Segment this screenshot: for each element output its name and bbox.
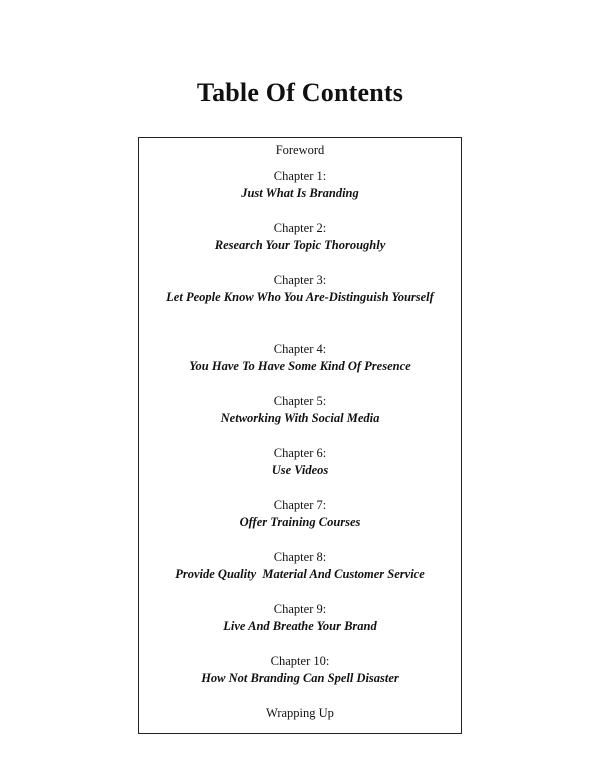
chapter-title: How Not Branding Can Spell Disaster — [201, 671, 399, 685]
toc-chapter-4[interactable] — [139, 341, 461, 375]
chapter-number: Chapter 6: — [273, 446, 327, 460]
chapter-number: Chapter 7: — [273, 498, 327, 512]
toc-chapter-8[interactable] — [139, 549, 461, 583]
chapter-title: Use Videos — [271, 463, 329, 477]
toc-chapter-7[interactable] — [139, 497, 461, 531]
chapter-number: Chapter 9: — [273, 602, 327, 616]
chapter-number: Chapter 8: — [273, 550, 327, 564]
chapter-title: Offer Training Courses — [239, 515, 361, 529]
chapter-title: Networking With Social Media — [220, 411, 380, 425]
chapter-title: Just What Is Branding — [241, 186, 359, 200]
toc-chapter-5[interactable] — [139, 393, 461, 427]
chapter-title: Provide Quality Material And Customer Service — [175, 567, 425, 581]
page-title: Table Of Contents — [196, 78, 404, 107]
chapter-number: Chapter 4: — [273, 342, 327, 356]
chapter-title: Live And Breathe Your Brand — [223, 619, 377, 633]
chapter-number: Chapter 3: — [273, 273, 327, 287]
toc-chapter-1[interactable] — [139, 168, 461, 202]
chapter-number: Chapter 10: — [270, 654, 330, 668]
chapter-number: Chapter 5: — [273, 394, 327, 408]
chapter-title: You Have To Have Some Kind Of Presence — [189, 359, 411, 373]
toc-chapter-3[interactable] — [139, 272, 461, 306]
table-of-contents-box — [138, 137, 462, 734]
toc-chapter-6[interactable] — [139, 445, 461, 479]
toc-chapter-9[interactable] — [139, 601, 461, 635]
chapter-title: Let People Know Who You Are-Distinguish Yourself — [166, 290, 434, 304]
chapter-number: Chapter 1: — [273, 169, 327, 183]
toc-chapter-2[interactable] — [139, 220, 461, 254]
toc-chapter-10[interactable] — [139, 653, 461, 687]
chapter-title: Research Your Topic Thoroughly — [214, 238, 386, 252]
toc-wrapping-up[interactable]: Wrapping Up — [266, 706, 334, 720]
chapter-number: Chapter 2: — [273, 221, 327, 235]
toc-foreword[interactable]: Foreword — [275, 143, 325, 157]
